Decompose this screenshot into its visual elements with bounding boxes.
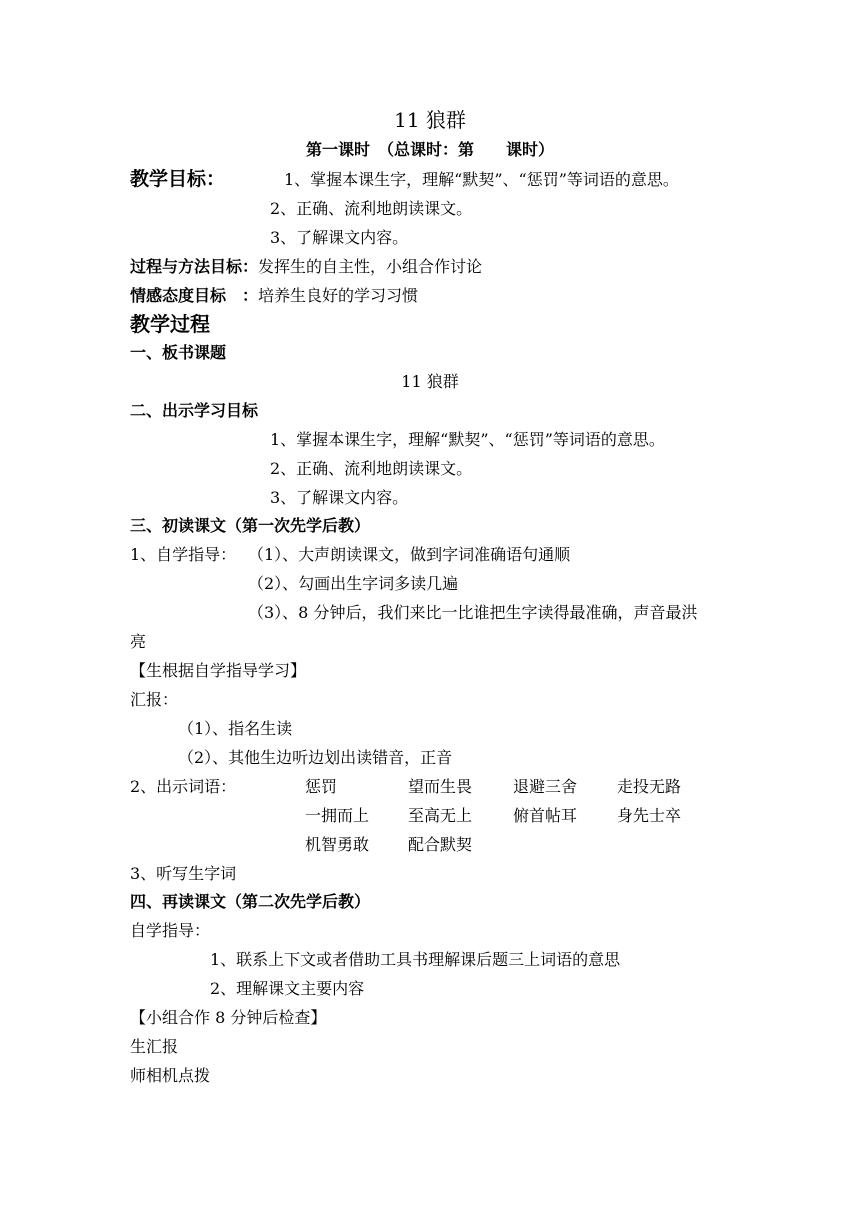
word-cell: 至高无上 (408, 806, 473, 825)
word-cell: 机智勇敢 (305, 835, 370, 854)
sec1-heading: 一、板书课题 (130, 343, 227, 362)
sec3-dictation: 3、听写生字词 (130, 864, 237, 883)
sec3-guide-wrap: 亮 (130, 632, 147, 651)
word-cell: 一拥而上 (305, 806, 370, 825)
sec3-guide-label: 1、自学指导： (130, 545, 237, 564)
process-goal (130, 257, 482, 277)
sec2-item-3: 3、了解课文内容。 (270, 488, 409, 507)
document-title: 11 狼群 (394, 108, 466, 132)
process-heading: 教学过程 (130, 312, 210, 336)
sec4-guide-label: 自学指导： (130, 921, 211, 940)
sec1-content: 11 狼群 (401, 372, 459, 391)
word-cell: 退避三舍 (513, 777, 578, 796)
sec4-group-note: 【小组合作 8 分钟后检查】 (130, 1008, 327, 1027)
sec3-heading: 三、初读课文（第一次先学后教） (130, 516, 371, 535)
sec4-guide-item-1: 1、联系上下文或者借助工具书理解课后题三上词语的意思 (210, 950, 621, 969)
sec3-guide-item-3: （3）、8 分钟后，我们来比一比谁把生字读得最准确，声音最洪 (248, 603, 698, 622)
emotion-goal (130, 286, 418, 306)
sec3-guide-item-1: （1）、大声朗读课文，做到字词准确语句通顺 (248, 545, 571, 564)
word-cell: 配合默契 (408, 835, 473, 854)
sec4-report: 生汇报 (130, 1037, 179, 1056)
sec3-guide-item-2: （2）、勾画出生字词多读几遍 (248, 574, 459, 593)
process-goal-label: 过程与方法目标： (130, 257, 259, 276)
sec2-item-2: 2、正确、流利地朗读课文。 (270, 459, 473, 478)
sec3-report-label: 汇报： (130, 690, 179, 709)
goals-label: 教学目标： (130, 168, 226, 190)
sec2-heading: 二、出示学习目标 (130, 401, 259, 420)
goal-item-1: 1、掌握本课生字，理解“默契”、“惩罚”等词语的意思。 (284, 170, 679, 189)
word-cell: 走投无路 (617, 777, 682, 796)
sec3-words-label: 2、出示词语： (130, 777, 237, 796)
word-cell: 俯首帖耳 (513, 806, 578, 825)
goal-item-3: 3、了解课文内容。 (270, 228, 409, 247)
sec3-study-note: 【生根据自学指导学习】 (130, 661, 307, 680)
document-subtitle: 第一课时 （总课时：第 课时） (305, 140, 554, 159)
sec4-guide-item-2: 2、理解课文主要内容 (210, 979, 365, 998)
word-cell: 惩罚 (305, 777, 338, 796)
sec2-item-1: 1、掌握本课生字，理解“默契”、“惩罚”等词语的意思。 (270, 430, 665, 449)
sec3-report-item-1: （1）、指名生读 (178, 719, 293, 738)
sec3-report-item-2: （2）、其他生边听边划出读错音，正音 (178, 748, 453, 767)
process-goal-text: 发挥生的自主性，小组合作讨论 (258, 257, 483, 276)
sec4-teacher: 师相机点拨 (130, 1066, 211, 1085)
word-cell: 望而生畏 (408, 777, 473, 796)
emotion-goal-label: 情感态度目标 ： (130, 286, 259, 305)
word-cell: 身先士卒 (617, 806, 682, 825)
emotion-goal-text: 培养生良好的学习习惯 (258, 286, 419, 305)
goal-item-2: 2、正确、流利地朗读课文。 (270, 199, 473, 218)
sec4-heading: 四、再读课文（第二次先学后教） (130, 892, 371, 911)
